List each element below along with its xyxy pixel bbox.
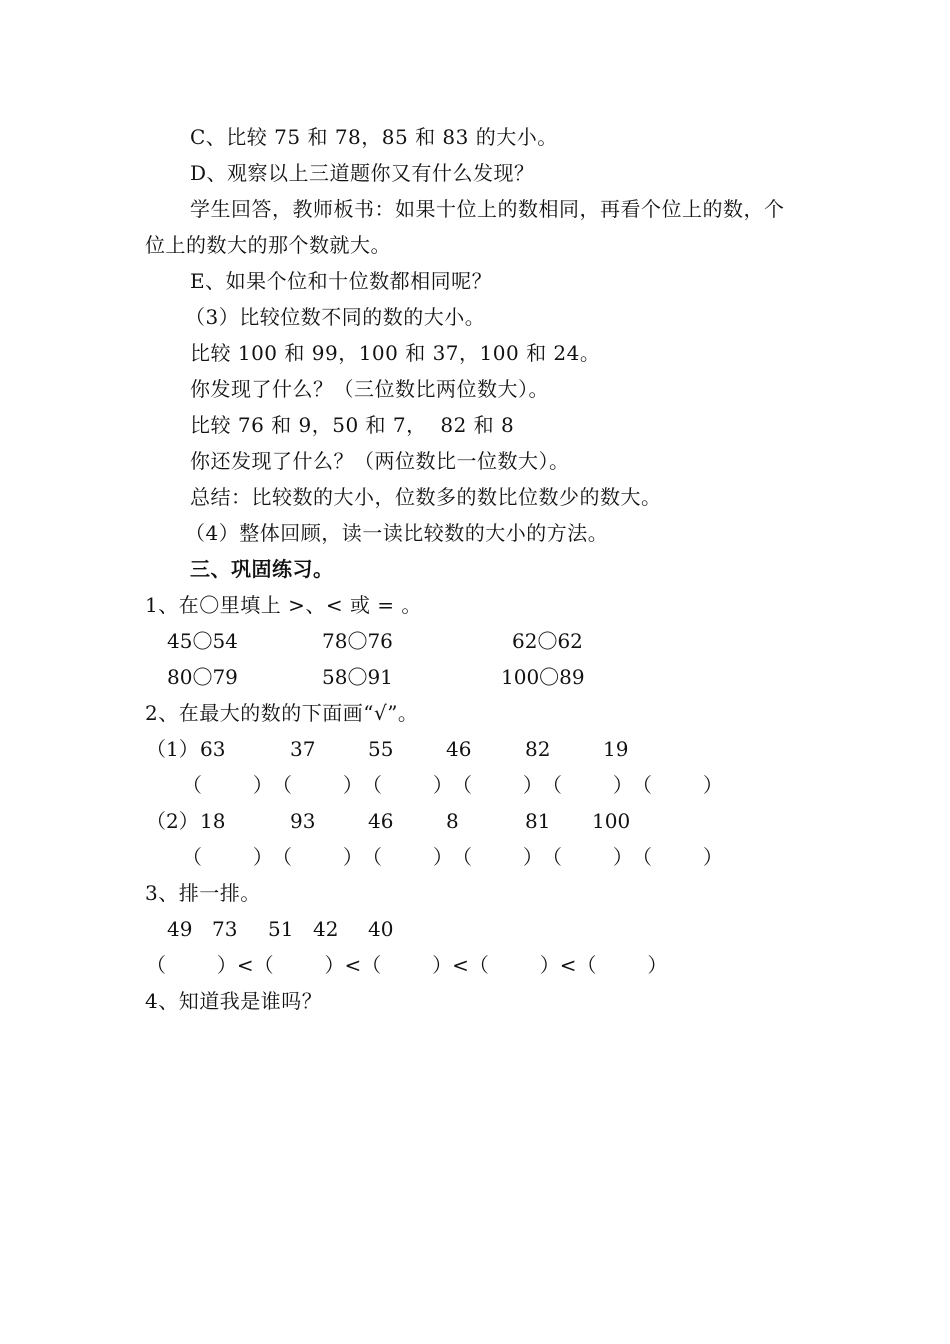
comparison-item: 58〇91 <box>322 665 393 689</box>
number-item: 49 <box>167 917 193 941</box>
number-item: 51 <box>268 917 294 941</box>
paragraph-compare-1: 比较 100 和 99，100 和 37，100 和 24。 <box>190 341 601 365</box>
answer-blank[interactable]: （ ） <box>452 845 543 869</box>
number-item: 40 <box>368 917 394 941</box>
comparison-item: 100〇89 <box>501 665 585 689</box>
answer-blank[interactable]: （ ） <box>542 845 633 869</box>
exercise-3-title: 3、排一排。 <box>145 881 261 905</box>
paragraph-compare-2: 比较 76 和 9，50 和 7， 82 和 8 <box>190 413 515 437</box>
answer-blank[interactable]: （ ） <box>272 773 363 797</box>
exercise-2-title: 2、在最大的数的下面画“√”。 <box>145 701 419 725</box>
answer-blank[interactable]: （ ） <box>272 845 363 869</box>
paragraph-e: E、如果个位和十位数都相同呢？ <box>190 269 493 293</box>
answer-blank[interactable]: （ ） <box>182 845 273 869</box>
number-item: 81 <box>525 809 551 833</box>
number-item: 63 <box>200 737 226 761</box>
answer-blank[interactable]: （ ） <box>452 773 543 797</box>
answer-blank[interactable]: （ ） <box>362 845 453 869</box>
number-item: 37 <box>290 737 316 761</box>
answer-blank[interactable]: （ ） <box>632 845 723 869</box>
answer-blank[interactable]: （ ） <box>362 773 453 797</box>
answer-blank[interactable]: （ ） <box>542 773 633 797</box>
paragraph-answer-line2: 位上的数大的那个数就大。 <box>145 233 391 257</box>
number-item: 42 <box>313 917 339 941</box>
number-item: 82 <box>525 737 551 761</box>
paragraph-section-4: （4）整体回顾，读一读比较数的大小的方法。 <box>185 521 609 545</box>
answer-blank[interactable]: （ ） <box>632 773 723 797</box>
number-item: 46 <box>446 737 472 761</box>
paragraph-c: C、比较 75 和 78，85 和 83 的大小。 <box>190 125 558 149</box>
number-item: 19 <box>603 737 629 761</box>
paragraph-section-3: （3）比较位数不同的数的大小。 <box>185 305 486 329</box>
comparison-item: 45〇54 <box>167 629 238 653</box>
paragraph-question-1: 你发现了什么？（三位数比两位数大）。 <box>190 377 549 401</box>
group-2-label: （2） <box>146 809 199 833</box>
number-item: 8 <box>446 809 459 833</box>
paragraph-d: D、观察以上三道题你又有什么发现？ <box>190 161 535 185</box>
number-item: 73 <box>212 917 238 941</box>
paragraph-summary: 总结：比较数的大小，位数多的数比位数少的数大。 <box>190 485 662 509</box>
exercise-1-title: 1、在〇里填上 >、< 或 = 。 <box>145 593 422 617</box>
group-1-label: （1） <box>146 737 199 761</box>
paragraph-question-2: 你还发现了什么？（两位数比一位数大）。 <box>190 449 570 473</box>
answer-blank[interactable]: （ ） <box>182 773 273 797</box>
number-item: 93 <box>290 809 316 833</box>
comparison-item: 80〇79 <box>167 665 238 689</box>
comparison-item: 62〇62 <box>512 629 583 653</box>
number-item: 46 <box>368 809 394 833</box>
ordering-blanks[interactable]: （ ）<（ ）<（ ）<（ ）<（ ） <box>146 953 668 977</box>
section-heading-practice: 三、巩固练习。 <box>190 557 334 581</box>
number-item: 100 <box>592 809 631 833</box>
paragraph-answer-line1: 学生回答，教师板书：如果十位上的数相同，再看个位上的数，个 <box>190 197 785 221</box>
number-item: 55 <box>368 737 394 761</box>
exercise-4-title: 4、知道我是谁吗？ <box>145 989 323 1013</box>
number-item: 18 <box>200 809 226 833</box>
comparison-item: 78〇76 <box>322 629 393 653</box>
